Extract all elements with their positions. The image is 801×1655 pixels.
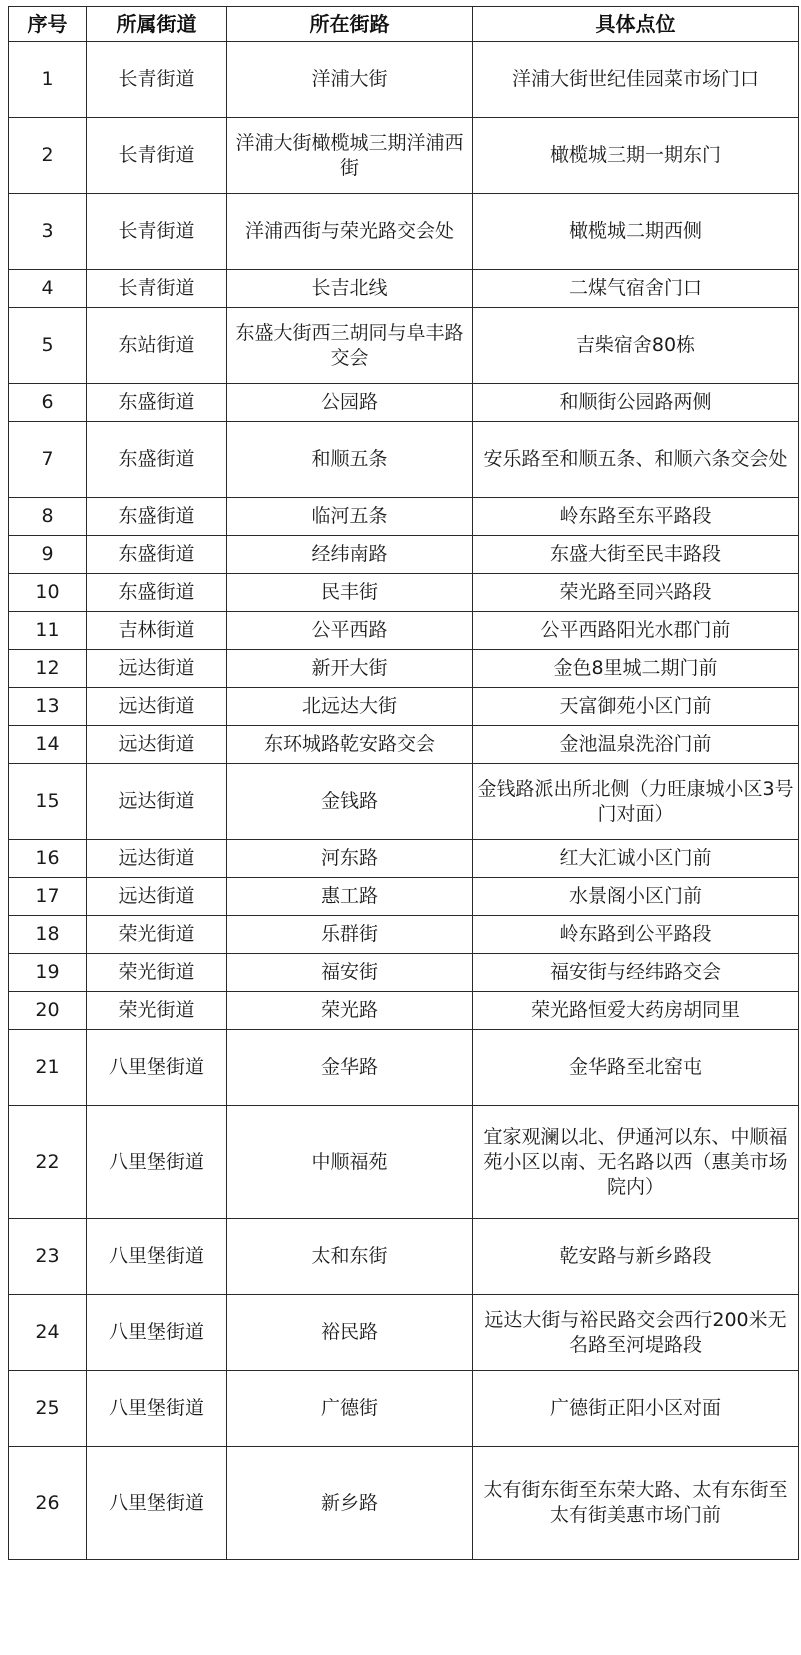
cell-street: 东盛街道 [87, 536, 227, 574]
cell-location: 金池温泉洗浴门前 [473, 726, 799, 764]
cell-no: 10 [9, 574, 87, 612]
cell-road: 经纬南路 [227, 536, 473, 574]
cell-no: 19 [9, 954, 87, 992]
cell-road: 中顺福苑 [227, 1106, 473, 1219]
cell-no: 7 [9, 422, 87, 498]
cell-road: 临河五条 [227, 498, 473, 536]
cell-street: 八里堡街道 [87, 1106, 227, 1219]
cell-street: 远达街道 [87, 878, 227, 916]
cell-location: 橄榄城三期一期东门 [473, 118, 799, 194]
header-no: 序号 [9, 7, 87, 42]
header-road: 所在街路 [227, 7, 473, 42]
cell-location: 金华路至北窑屯 [473, 1030, 799, 1106]
table-row [9, 1295, 799, 1371]
cell-no: 16 [9, 840, 87, 878]
cell-road: 乐群街 [227, 916, 473, 954]
table-row [9, 840, 799, 878]
table-row [9, 1371, 799, 1447]
cell-road: 荣光路 [227, 992, 473, 1030]
cell-location: 乾安路与新乡路段 [473, 1219, 799, 1295]
cell-no: 24 [9, 1295, 87, 1371]
cell-no: 26 [9, 1447, 87, 1560]
table-row [9, 1030, 799, 1106]
cell-location: 广德街正阳小区对面 [473, 1371, 799, 1447]
cell-location: 安乐路至和顺五条、和顺六条交会处 [473, 422, 799, 498]
cell-no: 6 [9, 384, 87, 422]
table-row [9, 422, 799, 498]
cell-no: 4 [9, 270, 87, 308]
cell-no: 2 [9, 118, 87, 194]
cell-street: 长青街道 [87, 118, 227, 194]
table-row [9, 916, 799, 954]
cell-location: 天富御苑小区门前 [473, 688, 799, 726]
cell-location: 洋浦大街世纪佳园菜市场门口 [473, 42, 799, 118]
cell-no: 22 [9, 1106, 87, 1219]
cell-location: 东盛大街至民丰路段 [473, 536, 799, 574]
cell-location: 岭东路至东平路段 [473, 498, 799, 536]
table-row [9, 270, 799, 308]
cell-street: 远达街道 [87, 650, 227, 688]
cell-street: 荣光街道 [87, 992, 227, 1030]
table-row [9, 992, 799, 1030]
cell-street: 吉林街道 [87, 612, 227, 650]
table-row [9, 1106, 799, 1219]
cell-location: 红大汇诚小区门前 [473, 840, 799, 878]
header-location: 具体点位 [473, 7, 799, 42]
cell-no: 17 [9, 878, 87, 916]
cell-street: 长青街道 [87, 194, 227, 270]
cell-no: 21 [9, 1030, 87, 1106]
cell-street: 八里堡街道 [87, 1295, 227, 1371]
table-row [9, 574, 799, 612]
cell-location: 荣光路至同兴路段 [473, 574, 799, 612]
table-row [9, 308, 799, 384]
cell-street: 远达街道 [87, 688, 227, 726]
cell-street: 东盛街道 [87, 422, 227, 498]
cell-road: 洋浦大街 [227, 42, 473, 118]
cell-road: 长吉北线 [227, 270, 473, 308]
table-row [9, 650, 799, 688]
cell-road: 新开大街 [227, 650, 473, 688]
cell-street: 东站街道 [87, 308, 227, 384]
table-row [9, 688, 799, 726]
cell-street: 荣光街道 [87, 954, 227, 992]
cell-road: 金钱路 [227, 764, 473, 840]
cell-location: 橄榄城二期西侧 [473, 194, 799, 270]
cell-no: 11 [9, 612, 87, 650]
cell-location: 岭东路到公平路段 [473, 916, 799, 954]
header-street: 所属街道 [87, 7, 227, 42]
table-row [9, 764, 799, 840]
table-row [9, 1447, 799, 1560]
cell-road: 金华路 [227, 1030, 473, 1106]
table-row [9, 536, 799, 574]
cell-no: 1 [9, 42, 87, 118]
cell-no: 25 [9, 1371, 87, 1447]
cell-road: 河东路 [227, 840, 473, 878]
table-row [9, 118, 799, 194]
cell-street: 八里堡街道 [87, 1371, 227, 1447]
table-row [9, 498, 799, 536]
table-row [9, 384, 799, 422]
cell-street: 远达街道 [87, 764, 227, 840]
location-table [8, 6, 799, 1560]
cell-road: 民丰街 [227, 574, 473, 612]
cell-street: 长青街道 [87, 42, 227, 118]
cell-location: 公平西路阳光水郡门前 [473, 612, 799, 650]
cell-street: 东盛街道 [87, 384, 227, 422]
cell-location: 金钱路派出所北侧（力旺康城小区3号门对面） [473, 764, 799, 840]
location-table-wrapper [8, 6, 798, 1560]
cell-street: 八里堡街道 [87, 1030, 227, 1106]
cell-location: 太有街东街至东荣大路、太有东街至太有街美惠市场门前 [473, 1447, 799, 1560]
cell-road: 东盛大街西三胡同与阜丰路交会 [227, 308, 473, 384]
cell-road: 裕民路 [227, 1295, 473, 1371]
cell-road: 惠工路 [227, 878, 473, 916]
cell-road: 洋浦大街橄榄城三期洋浦西街 [227, 118, 473, 194]
cell-location: 水景阁小区门前 [473, 878, 799, 916]
table-row [9, 194, 799, 270]
table-header-row [9, 7, 799, 42]
cell-road: 广德街 [227, 1371, 473, 1447]
cell-road: 公园路 [227, 384, 473, 422]
cell-no: 23 [9, 1219, 87, 1295]
table-row [9, 612, 799, 650]
cell-road: 公平西路 [227, 612, 473, 650]
cell-location: 金色8里城二期门前 [473, 650, 799, 688]
cell-location: 吉柴宿舍80栋 [473, 308, 799, 384]
cell-no: 12 [9, 650, 87, 688]
cell-no: 14 [9, 726, 87, 764]
table-row [9, 878, 799, 916]
cell-street: 东盛街道 [87, 574, 227, 612]
cell-street: 长青街道 [87, 270, 227, 308]
cell-location: 远达大街与裕民路交会西行200米无名路至河堤路段 [473, 1295, 799, 1371]
cell-no: 18 [9, 916, 87, 954]
cell-road: 北远达大街 [227, 688, 473, 726]
cell-road: 太和东街 [227, 1219, 473, 1295]
cell-no: 15 [9, 764, 87, 840]
cell-location: 宜家观澜以北、伊通河以东、中顺福苑小区以南、无名路以西（惠美市场院内） [473, 1106, 799, 1219]
cell-road: 和顺五条 [227, 422, 473, 498]
table-row [9, 954, 799, 992]
cell-location: 二煤气宿舍门口 [473, 270, 799, 308]
table-row [9, 726, 799, 764]
cell-road: 洋浦西街与荣光路交会处 [227, 194, 473, 270]
cell-no: 8 [9, 498, 87, 536]
cell-street: 远达街道 [87, 840, 227, 878]
cell-road: 新乡路 [227, 1447, 473, 1560]
table-row [9, 1219, 799, 1295]
cell-road: 福安街 [227, 954, 473, 992]
cell-location: 和顺街公园路两侧 [473, 384, 799, 422]
table-row [9, 42, 799, 118]
cell-street: 东盛街道 [87, 498, 227, 536]
cell-location: 荣光路恒爱大药房胡同里 [473, 992, 799, 1030]
cell-no: 13 [9, 688, 87, 726]
cell-road: 东环城路乾安路交会 [227, 726, 473, 764]
cell-no: 3 [9, 194, 87, 270]
cell-no: 20 [9, 992, 87, 1030]
cell-street: 八里堡街道 [87, 1219, 227, 1295]
cell-location: 福安街与经纬路交会 [473, 954, 799, 992]
table-body [9, 42, 799, 1560]
cell-no: 5 [9, 308, 87, 384]
cell-no: 9 [9, 536, 87, 574]
cell-street: 荣光街道 [87, 916, 227, 954]
cell-street: 八里堡街道 [87, 1447, 227, 1560]
cell-street: 远达街道 [87, 726, 227, 764]
